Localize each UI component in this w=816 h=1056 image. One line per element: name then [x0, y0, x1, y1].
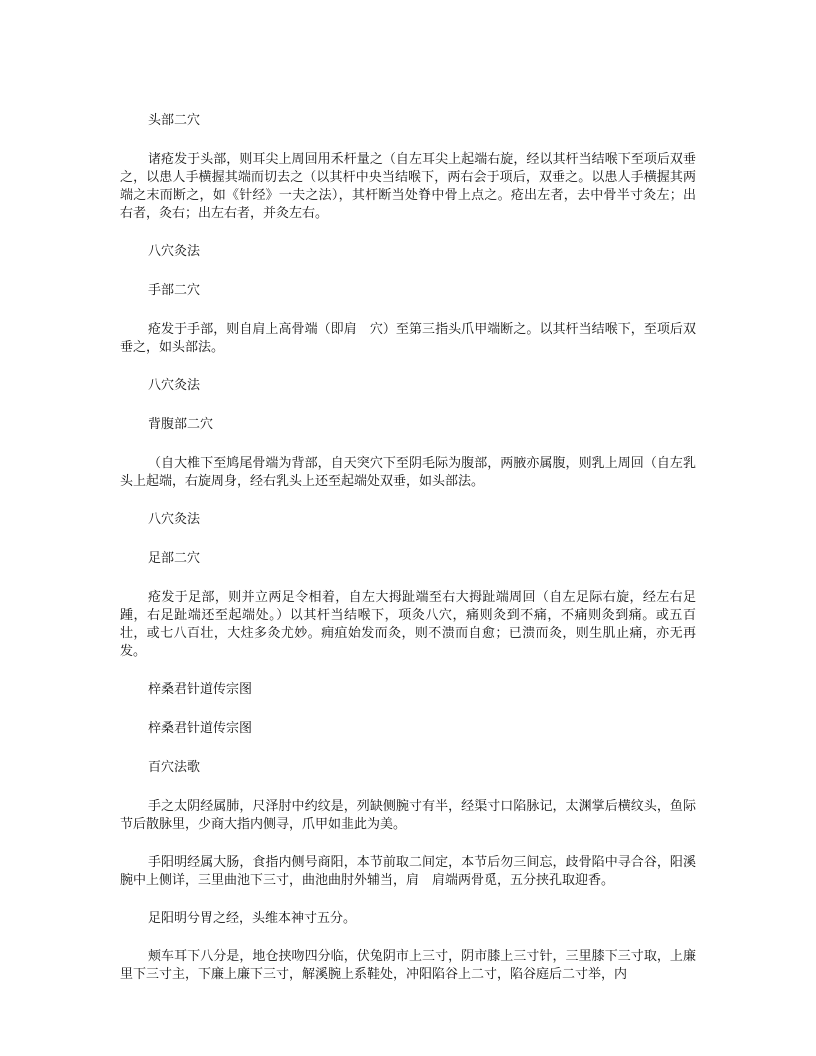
section-heading-lineage-chart: 梓桑君针道传宗图	[148, 682, 253, 697]
section-heading-head-two-points: 头部二穴	[148, 113, 201, 128]
section-heading-foot-two-points: 足部二穴	[148, 551, 201, 566]
paragraph-stomach-meridian-points: 颊车耳下八分是，地仓挟吻四分临，伏兔阴市上三寸，阴市膝上三寸针，三里膝下三寸取，上廉里下三寸主，下廉上廉下三寸，解溪腕上系鞋处，冲阳陷谷上二寸，陷谷庭后二寸举，内	[120, 949, 696, 982]
paragraph-lung-meridian: 手之太阴经属肺，尺泽肘中约纹是，列缺侧腕寸有半，经渠寸口陷脉记，太渊掌后横纹头，鱼际节后散脉里，少商大指内侧寻，爪甲如韭此为美。	[120, 799, 696, 832]
paragraph-head-method: 诸疮发于头部，则耳尖上周回用禾杆量之（自左耳尖上起端右旋，经以其杆当结喉下至项后双垂之，以患人手横握其端而切去之（以其杆中央当结喉下，两右会于项后，双垂之。以患人手横握其两端之末而断之，如《针经》一夫之法），其杆断当处脊中骨上点之。疮出左者，去中骨半寸灸左；出右者，灸右；出左右者，并灸左右。	[120, 152, 696, 221]
paragraph-hand-method: 疮发于手部，则自肩上高骨端（即肩 穴）至第三指头爪甲端断之。以其杆当结喉下，至项后双垂之，如头部法。	[120, 322, 696, 355]
document-page	[120, 112, 696, 1004]
section-heading-eight-point-moxibustion: 八穴灸法	[148, 512, 201, 527]
paragraph-stomach-meridian-intro: 足阳明兮胃之经，头维本神寸五分。	[148, 911, 357, 926]
section-heading-hundred-points-song: 百穴法歌	[148, 760, 201, 775]
paragraph-large-intestine-meridian: 手阳明经属大肠，食指内侧号商阳，本节前取二间定，本节后勿三间忘，歧骨陷中寻合谷，阳溪腕中上侧详，三里曲池下三寸，曲池曲肘外辅当，肩 肩端两骨觅，五分挟孔取迎香。	[120, 855, 696, 888]
paragraph-foot-method: 疮发于足部，则并立两足令相着，自左大拇趾端至右大拇趾端周回（自左足际右旋，经左右足踵，右足趾端还至起端处。）以其杆当结喉下，项灸八穴，痛则灸到不痛，不痛则灸到痛。或五百壮，或七八百壮，大炷多灸尤妙。痈疽始发而灸，则不溃而自愈；已溃而灸，则生肌止痛，亦无再发。	[120, 590, 696, 659]
section-heading-eight-point-moxibustion: 八穴灸法	[148, 244, 201, 259]
paragraph-back-abdomen-method: （自大椎下至鸠尾骨端为背部，自天突穴下至阴毛际为腹部，两腋亦属腹，则乳上周回（自左乳头上起端，右旋周身，经右乳头上还至起端处双垂，如头部法。	[120, 456, 696, 489]
section-heading-back-abdomen-two-points: 背腹部二穴	[148, 417, 214, 432]
section-heading-hand-two-points: 手部二穴	[148, 283, 201, 298]
section-heading-lineage-chart-repeat: 梓桑君针道传宗图	[148, 721, 253, 736]
section-heading-eight-point-moxibustion: 八穴灸法	[148, 378, 201, 393]
